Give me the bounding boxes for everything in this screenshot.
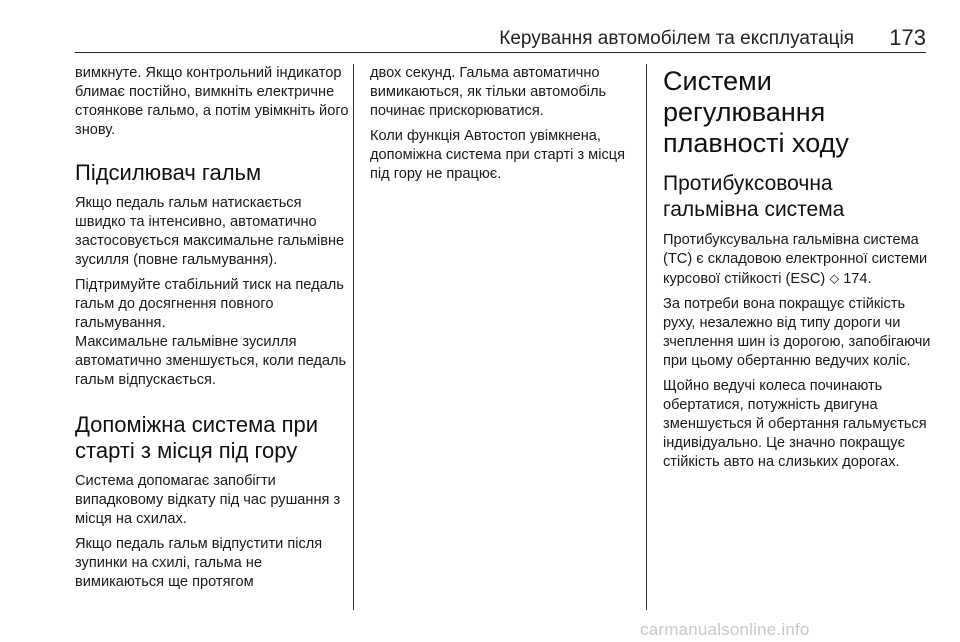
paragraph-tc-2: За потреби вона покращує стійкість руху, незалежно від типу дороги чи зчеплення шин із дорогою, запобігаючи при цьому обертанню ведучих коліс. (663, 296, 931, 369)
paragraph-brake-assist-1: Якщо педаль гальм натискається швидко та інтенсивно, автоматично застосовується максимальне гальмівне зусилля (повне гальмування). (75, 195, 345, 268)
paragraph-tc-1-text: Протибуксувальна гальмівна система (ТС) є складовою електронної системи курсової стійкості (ESC) (663, 232, 928, 287)
paragraph-hill-1: Система допомагає запобігти випадковому відкату під час рушання з місця на схилах. (75, 473, 341, 527)
heading-ride-control-systems: Системи регулювання плавності ходу (663, 66, 849, 158)
heading-traction-control: Протибуксовочна гальмівна система (663, 172, 845, 221)
header-title: Керування автомобілем та експлуатація (499, 28, 854, 49)
paragraph-tc-3: Щойно ведучі колеса починають обертатися, потужність двигуна зменшується й обертання гальмується індивідуально. Це значно покращує стійкість авто на слизьких дорогах. (663, 378, 927, 470)
paragraph-intro: вимкнуте. Якщо контрольний індикатор блимає постійно, вимкніть електричне стоянкове гальмо, а потім увімкніть його знову. (75, 65, 349, 138)
heading-brake-assist: Підсилювач гальм (75, 160, 262, 185)
paragraph-brake-assist-2: Підтримуйте стабільний тиск на педаль гальм до досягнення повного гальмування. (75, 277, 344, 331)
paragraph-hill-2: Якщо педаль гальм відпустити після зупинки на схилі, гальма не вимикаються ще протягом (75, 536, 323, 590)
paragraph-tc-1 (663, 231, 933, 289)
heading-hill-start-assist: Допоміжна система при старті з місця під гору (75, 412, 319, 463)
column-3 (663, 64, 933, 478)
column-divider-2 (646, 64, 647, 610)
paragraph-brake-assist-3: Максимальне гальмівне зусилля автоматично зменшується, коли педаль гальм відпускається. (75, 334, 347, 388)
page-header (75, 22, 926, 53)
page-reference-arrow-icon: ⬦ (829, 270, 840, 286)
column-2 (370, 64, 638, 190)
paragraph-col2-2: Коли функція Автостоп увімкнена, допоміжна система при старті з місця під гору не працює. (370, 128, 626, 182)
column-1 (75, 64, 350, 598)
page-number: 173 (889, 25, 926, 50)
column-divider-1 (353, 64, 354, 610)
paragraph-col2-1: двох секунд. Гальма автоматично вимикаються, як тільки автомобіль починає прискорюватися. (370, 65, 607, 119)
watermark: carmanualsonline.info (640, 620, 810, 639)
page-reference-link[interactable]: 174. (843, 271, 872, 287)
